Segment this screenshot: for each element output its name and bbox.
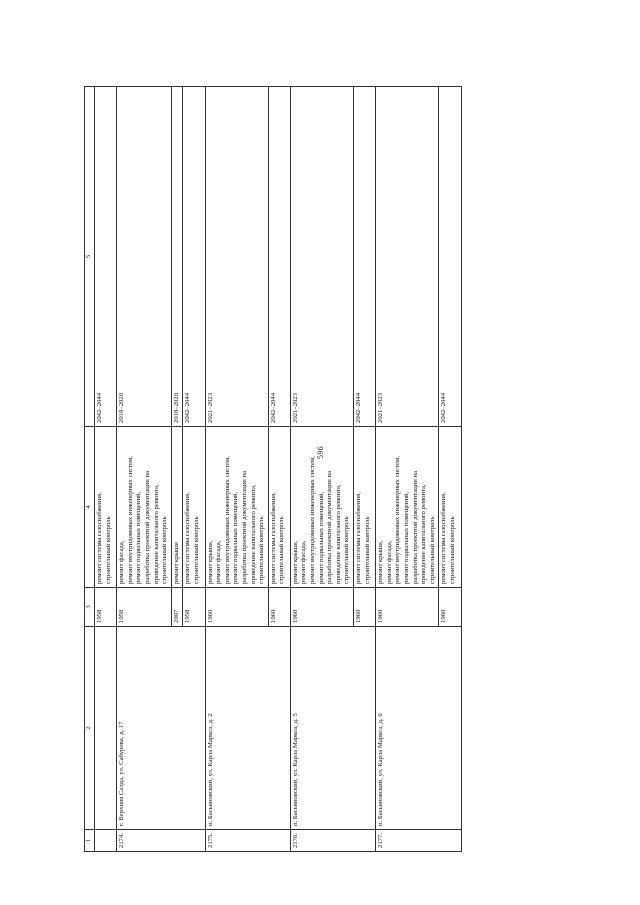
table-row xyxy=(376,87,439,852)
year-cell: 1958 xyxy=(117,588,172,627)
work-line: ремонт крыши, xyxy=(377,540,385,584)
page-number: 596 xyxy=(315,446,325,459)
address-cell: п. Басьяновский, ул. Карла Маркса, д. 6 xyxy=(376,627,461,830)
year-cell: 1958 xyxy=(95,588,117,627)
work-line: ремонт внутридомовых инженерных систем, xyxy=(126,456,134,584)
period-cell: 2018–2020 xyxy=(117,87,172,427)
period-cell: 2042–2044 xyxy=(439,87,461,427)
work-line: ремонт крыши, xyxy=(291,540,299,584)
period-cell: 2042–2044 xyxy=(268,87,290,427)
works-cell xyxy=(205,427,268,588)
work-line: строительный контроль xyxy=(258,516,266,584)
work-line: ремонт подвальных помещений, xyxy=(232,491,240,584)
table-row xyxy=(95,87,117,852)
work-line: ремонт системы газоснабжения, xyxy=(440,492,448,584)
period-cell: 2042–2044 xyxy=(183,87,205,427)
work-line: строительный контроль xyxy=(428,516,436,584)
work-line: строительный контроль xyxy=(104,516,112,584)
table-row xyxy=(290,87,353,852)
work-line: ремонт подвальных помещений, xyxy=(403,491,410,584)
work-line: строительный контроль xyxy=(343,516,351,584)
work-line: ремонт фасада, xyxy=(215,540,223,584)
year-cell: 1958 xyxy=(183,588,205,627)
work-line: проведение капитального ремонта, xyxy=(334,484,342,584)
works-cell xyxy=(290,427,353,588)
rotated-table-container xyxy=(84,87,574,852)
work-line: ремонт фасада, xyxy=(300,540,308,584)
period-cell: 2042–2044 xyxy=(95,87,117,427)
work-line: проведение капитального ремонта, xyxy=(420,484,428,584)
address-cell: п. Басьяновский, ул. Карла Маркса, д. 2 xyxy=(205,627,290,830)
year-cell: 1960 xyxy=(439,588,461,627)
work-line: ремонт фасада, xyxy=(385,540,393,584)
column-number: 5 xyxy=(85,87,95,427)
works-cell xyxy=(117,427,172,588)
period-cell: 2021–2023 xyxy=(376,87,439,427)
row-number: 2176. xyxy=(290,830,375,852)
work-line: ремонт внутридомовых инженерных систем, xyxy=(394,456,402,584)
work-line: строительный контроль xyxy=(363,516,371,584)
column-number: 4 xyxy=(85,427,95,588)
work-line: строительный контроль xyxy=(192,516,200,584)
works-cell xyxy=(354,427,376,588)
year-cell: 1960 xyxy=(290,588,353,627)
work-line: строительный контроль xyxy=(448,516,456,584)
work-line: ремонт системы газоснабжения, xyxy=(184,492,192,584)
year-cell: 1960 xyxy=(354,588,376,627)
column-number: 2 xyxy=(85,627,95,830)
capital-repair-table xyxy=(84,86,462,852)
work-line: разработка проектной документации на xyxy=(326,470,334,584)
address-cell xyxy=(95,627,117,830)
work-line: разработка проектной документации на xyxy=(411,470,419,584)
work-line: ремонт подвальных помещений, xyxy=(135,491,143,584)
work-line: разработка проектной документации на xyxy=(240,470,248,584)
row-number: 2177. xyxy=(376,830,461,852)
row-number: 2175. xyxy=(205,830,290,852)
work-line: строительный контроль xyxy=(161,516,169,584)
table-row xyxy=(205,87,268,852)
address-cell: г. Верхняя Салда, ул. Сабурова, д. 17 xyxy=(117,627,205,830)
work-line: строительный контроль xyxy=(278,516,286,584)
works-cell xyxy=(268,427,290,588)
year-cell: 1960 xyxy=(205,588,268,627)
column-number: 1 xyxy=(85,830,95,852)
work-line: проведение капитального ремонта, xyxy=(152,484,160,584)
work-line: проведение капитального ремонта, xyxy=(249,484,257,584)
work-line: ремонт системы газоснабжения, xyxy=(355,492,363,584)
work-line: ремонт внутридомовых инженерных систем, xyxy=(223,456,231,584)
work-line: ремонт фасада, xyxy=(118,540,126,584)
column-number-row xyxy=(85,87,95,852)
work-line: ремонт крыши, xyxy=(206,540,214,584)
work-line: ремонт системы газоснабжения, xyxy=(96,492,103,584)
year-cell: 2007 xyxy=(171,588,183,627)
column-number: 3 xyxy=(85,588,95,627)
period-cell: 2018–2020 xyxy=(171,87,183,427)
period-cell: 2021–2023 xyxy=(205,87,268,427)
address-cell: п. Басьяновский, ул. Карла Маркса, д. 5 xyxy=(290,627,375,830)
table-row xyxy=(117,87,172,852)
work-line: ремонт внутридомовых инженерных систем, xyxy=(309,456,317,584)
period-cell: 2042–2044 xyxy=(354,87,376,427)
works-cell xyxy=(376,427,439,588)
works-cell xyxy=(171,427,183,588)
year-cell: 1960 xyxy=(376,588,439,627)
work-line: ремонт системы газоснабжения, xyxy=(269,492,277,584)
work-line: ремонт подвальных помещений, xyxy=(317,491,325,584)
year-cell: 1960 xyxy=(268,588,290,627)
works-cell xyxy=(183,427,205,588)
row-number xyxy=(95,830,117,852)
works-cell xyxy=(95,427,117,588)
works-cell xyxy=(439,427,461,588)
work-line: ремонт крыши xyxy=(172,542,180,584)
period-cell: 2021–2023 xyxy=(290,87,353,427)
work-line: разработка проектной документации на xyxy=(143,470,151,584)
row-number: 2174. xyxy=(117,830,205,852)
